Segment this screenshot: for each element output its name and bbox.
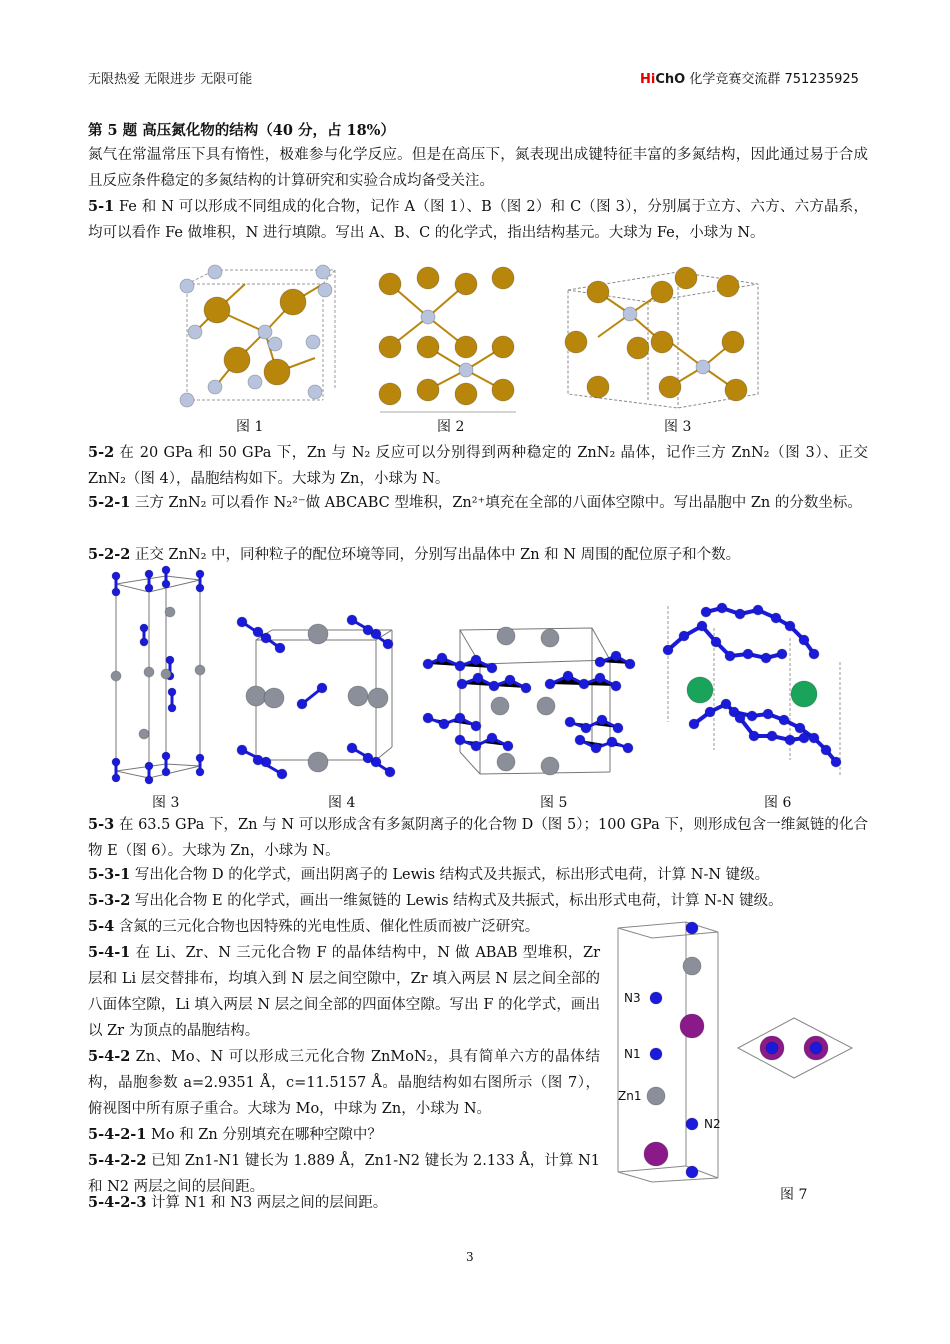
n-atom <box>763 709 773 719</box>
zn-atom <box>683 957 701 975</box>
n-atom <box>253 755 263 765</box>
q5-2-1-text: 三方 ZnN₂ 可以看作 N₂²⁻做 ABCABC 型堆积，Zn²⁺填充在全部的八面体空隙中。写出晶胞中 Zn 的分数坐标。 <box>130 495 862 511</box>
q5-4-2-num: 5-4-2 <box>88 1048 131 1065</box>
n-atom <box>771 613 781 623</box>
n-atom <box>545 679 555 689</box>
n-atom <box>747 711 757 721</box>
zn-atom <box>491 697 509 715</box>
zn-atom <box>541 757 559 775</box>
label-n3: N3 <box>624 991 641 1005</box>
q5-2-1 <box>88 490 868 516</box>
fe-atom <box>651 331 673 353</box>
fe-atom <box>627 337 649 359</box>
q5-4-1-text: 在 Li、Zr、N 三元化合物 F 的晶体结构中，N 做 ABAB 型堆积，Zr 层和 Li 层交替排布，均填入到 N 层之间空隙中，Zr 填入两层 N 层之间全部的八面体空隙，Li 填入两层 N 层之间全部的四面体空隙。写出 F 的化学式，画出以 Zr 为顶点的晶胞结构。 <box>88 945 600 1039</box>
figure-2-caption: 图 2 <box>437 419 465 435</box>
n-atom <box>457 679 467 689</box>
figure-5-caption: 图 5 <box>540 795 568 811</box>
n-atom <box>208 265 222 279</box>
header-brand <box>640 68 859 87</box>
n-atom <box>188 325 202 339</box>
n-atom <box>613 723 623 733</box>
n-atom <box>208 380 222 394</box>
n-atom <box>145 570 153 578</box>
n-atom <box>489 681 499 691</box>
brand-cho: ChO <box>655 72 686 87</box>
n-atom <box>611 681 621 691</box>
n-atom <box>686 1118 698 1130</box>
figure-1-caption: 图 1 <box>236 419 264 435</box>
n-atom <box>721 699 731 709</box>
fe-atom <box>659 376 681 398</box>
n-atom <box>237 745 247 755</box>
n-atom <box>795 723 805 733</box>
n-atom <box>597 715 607 725</box>
fe-atom <box>492 336 514 358</box>
fe-atom <box>280 289 306 315</box>
fe-atom <box>417 336 439 358</box>
n-atom <box>439 719 449 729</box>
q5-3-num: 5-3 <box>88 816 115 833</box>
n-atom <box>579 679 589 689</box>
n-atom <box>168 704 176 712</box>
q5-4-2-1-text: Mo 和 Zn 分别填充在哪种空隙中？ <box>146 1127 382 1143</box>
n-atom <box>162 768 170 776</box>
n-atom <box>473 673 483 683</box>
n-atom <box>437 653 447 663</box>
n-atom <box>347 615 357 625</box>
figure-3b-caption: 图 3 <box>152 795 180 811</box>
n-atom <box>297 699 307 709</box>
n-atom <box>308 385 322 399</box>
q5-2-num: 5-2 <box>88 444 115 461</box>
zn-atoms-fig6 <box>687 677 817 707</box>
n-atom <box>317 683 327 693</box>
fe-atoms-fig2 <box>379 267 514 405</box>
n-atom <box>196 754 204 762</box>
q5-4-2-text: Zn、Mo、N 可以形成三元化合物 ZnMoN₂，具有简单六方的晶体结构，晶胞参数 a=2.9351 Å，c=11.5157 Å。晶胞结构如右图所示（图 7），俯视图中所有原子重合。大球为 Mo，中球为 Zn，小球为 N。 <box>88 1049 600 1117</box>
n-atom <box>766 1042 778 1054</box>
n-atom <box>563 671 573 681</box>
n-atom <box>705 707 715 717</box>
page-number: 3 <box>466 1250 474 1264</box>
figure-3-fe <box>558 262 770 412</box>
q5-2-text: 在 20 GPa 和 50 GPa 下，Zn 与 N₂ 反应可以分别得到两种稳定的 ZnN₂ 晶体，记作三方 ZnN₂（图 3）、正交 ZnN₂（图 4），晶胞结构如下。大球为 Zn，小球为 N。 <box>88 445 868 487</box>
n-atom <box>162 566 170 574</box>
q5-2 <box>88 440 868 492</box>
zn-atom <box>111 671 121 681</box>
zn-atom <box>139 729 149 739</box>
n-atom <box>595 657 605 667</box>
fe-atom <box>379 383 401 405</box>
q5-3-2 <box>88 888 868 914</box>
n-atom <box>140 624 148 632</box>
n-atom <box>777 649 787 659</box>
n-atom <box>505 675 515 685</box>
figure-5 <box>420 622 640 782</box>
n-atom <box>623 743 633 753</box>
n-atom <box>779 715 789 725</box>
n-atom <box>735 713 745 723</box>
n-atom <box>611 651 621 661</box>
fe-atom <box>725 379 747 401</box>
figure-3-znn2 <box>104 566 214 782</box>
n-atom <box>663 645 673 655</box>
q5-4-2-3 <box>88 1190 600 1216</box>
n-atom <box>753 605 763 615</box>
fe-atom <box>379 336 401 358</box>
q5-2-2-text: 正交 ZnN₂ 中，同种粒子的配位环境等同，分别写出晶体中 Zn 和 N 周围的配位原子和个数。 <box>130 547 741 563</box>
n-atom <box>423 713 433 723</box>
fe-atom <box>722 331 744 353</box>
n-atom <box>459 363 473 377</box>
n-atom <box>145 584 153 592</box>
q5-3-1 <box>88 862 868 888</box>
q5-4 <box>88 914 608 940</box>
zn-atom <box>144 667 154 677</box>
n-atom <box>503 741 513 751</box>
zn-atom <box>368 688 388 708</box>
fe-atom <box>264 359 290 385</box>
n-atom <box>809 733 819 743</box>
n-atoms-fig1 <box>180 265 332 407</box>
n-atom <box>166 656 174 664</box>
zn-atoms-fig3b <box>111 607 205 739</box>
q5-4-2 <box>88 1044 600 1122</box>
n-atom <box>625 659 635 669</box>
fe-atoms-fig1 <box>204 289 306 385</box>
zn-atom <box>308 752 328 772</box>
n-atom <box>717 603 727 613</box>
zn-atom <box>791 681 817 707</box>
q5-1 <box>88 194 868 246</box>
n-atom <box>180 393 194 407</box>
zn-atom <box>165 607 175 617</box>
zn-atoms-fig5 <box>491 627 559 775</box>
n-atom <box>471 655 481 665</box>
n-atom <box>623 307 637 321</box>
n-atom <box>595 673 605 683</box>
mo-atom <box>644 1142 668 1166</box>
n-atom <box>277 769 287 779</box>
q5-3-1-text: 写出化合物 D 的化学式，画出阴离子的 Lewis 结构式及共振式，标出形式电荷，计算 N-N 键级。 <box>130 867 770 883</box>
n-atom <box>565 717 575 727</box>
n-atom <box>761 653 771 663</box>
n-atom <box>809 649 819 659</box>
figure-7 <box>612 920 862 1190</box>
n-atom <box>679 631 689 641</box>
figure-2 <box>378 262 518 414</box>
n-atom <box>268 337 282 351</box>
q5-4-text: 含氮的三元化合物也因特殊的光电性质、催化性质而被广泛研究。 <box>114 919 540 935</box>
q5-2-2-num: 5-2-2 <box>88 546 131 563</box>
n-atom <box>140 638 148 646</box>
n-atom <box>785 621 795 631</box>
n-atom <box>196 570 204 578</box>
fe-atom <box>417 379 439 401</box>
n-atom <box>767 731 777 741</box>
zn-atom <box>497 753 515 771</box>
fe-atom <box>717 275 739 297</box>
n-atom <box>696 360 710 374</box>
q5-4-2-3-num: 5-4-2-3 <box>88 1194 147 1211</box>
n-atom <box>521 683 531 693</box>
zn-atom <box>541 629 559 647</box>
brand-hi: Hi <box>640 72 656 87</box>
figure-3-caption: 图 3 <box>664 419 692 435</box>
q5-4-1 <box>88 940 600 1044</box>
n-atom <box>385 767 395 777</box>
n-atoms-fig3b <box>112 566 204 784</box>
zn-atom <box>264 688 284 708</box>
n-atom <box>686 1166 698 1178</box>
q5-4-num: 5-4 <box>88 918 115 935</box>
zn-atom <box>497 627 515 645</box>
q5-1-num: 5-1 <box>88 198 115 215</box>
n-atom <box>686 922 698 934</box>
label-n2: N2 <box>704 1117 721 1131</box>
label-n1: N1 <box>624 1047 641 1061</box>
figure-6 <box>654 600 854 784</box>
n-atom <box>306 335 320 349</box>
n-atom <box>810 1042 822 1054</box>
n-atom <box>196 584 204 592</box>
question-title: 第 5 题 高压氮化物的结构（40 分，占 18%） <box>88 122 395 139</box>
n-atom <box>383 639 393 649</box>
fe-atom <box>204 297 230 323</box>
n-atom <box>650 1048 662 1060</box>
zn-atom <box>348 686 368 706</box>
n-atom <box>471 741 481 751</box>
zn-atom <box>308 624 328 644</box>
zn-atom <box>647 1087 665 1105</box>
n-atom <box>785 735 795 745</box>
n-atom <box>650 992 662 1004</box>
n-atom <box>112 758 120 766</box>
n-atom <box>735 609 745 619</box>
n-atom <box>318 283 332 297</box>
fe-atom <box>565 331 587 353</box>
zn-atom <box>246 686 266 706</box>
fe-atom <box>675 267 697 289</box>
n-atom <box>581 723 591 733</box>
fe-atom <box>651 281 673 303</box>
q5-3-1-num: 5-3-1 <box>88 866 131 883</box>
fe-atom <box>492 379 514 401</box>
q5-3-2-text: 写出化合物 E 的化学式，画出一维氮链的 Lewis 结构式及共振式，标出形式电荷，计算 N-N 键级。 <box>130 893 783 909</box>
n-atom <box>421 310 435 324</box>
n-atom <box>112 774 120 782</box>
n-atom <box>258 325 272 339</box>
n-atom <box>275 643 285 653</box>
n-atom <box>196 768 204 776</box>
n-atom <box>799 733 809 743</box>
n-atom <box>112 588 120 596</box>
fe-atom <box>492 267 514 289</box>
n-atom <box>487 733 497 743</box>
fe-atom <box>455 336 477 358</box>
label-zn1: Zn1 <box>618 1089 642 1103</box>
n-atom <box>347 743 357 753</box>
top-view-atoms <box>760 1036 828 1060</box>
n-atom <box>711 637 721 647</box>
zn-atom <box>161 669 171 679</box>
n-atom <box>689 719 699 729</box>
fe-atom <box>224 347 250 373</box>
n-atom <box>423 659 433 669</box>
zn-atom <box>195 665 205 675</box>
n-atom <box>112 572 120 580</box>
figure-4-caption: 图 4 <box>328 795 356 811</box>
n-atom <box>471 721 481 731</box>
n-atom <box>168 688 176 696</box>
figure-6-caption: 图 6 <box>764 795 792 811</box>
n-atom <box>455 661 465 671</box>
q5-4-2-2-num: 5-4-2-2 <box>88 1152 147 1169</box>
n-atom <box>363 625 373 635</box>
n-atom <box>237 617 247 627</box>
q5-4-1-num: 5-4-1 <box>88 944 131 961</box>
q5-4-2-1 <box>88 1122 600 1148</box>
q5-4-2-1-num: 5-4-2-1 <box>88 1126 147 1143</box>
n-atom <box>487 663 497 673</box>
n-atom <box>455 713 465 723</box>
n-atom <box>162 580 170 588</box>
fe-atom <box>455 383 477 405</box>
mo-atom <box>680 1014 704 1038</box>
fe-atoms-fig3 <box>565 267 747 401</box>
question-intro: 氮气在常温常压下具有惰性，极难参与化学反应。但是在高压下，氮表现出成键特征丰富的多氮结构，因此通过易于合成且反应条件稳定的多氮结构的计算研究和实验合成均备受关注。 <box>88 147 868 189</box>
brand-group: 化学竞赛交流群 751235925 <box>685 72 859 87</box>
fe-atom <box>587 281 609 303</box>
n-atom <box>248 375 262 389</box>
n-atom <box>316 265 330 279</box>
n-atom <box>145 776 153 784</box>
n-atom <box>725 651 735 661</box>
n-atom <box>162 752 170 760</box>
n-atom <box>821 745 831 755</box>
figure-7-caption: 图 7 <box>780 1187 808 1203</box>
n-atom <box>253 627 263 637</box>
n-atom <box>831 757 841 767</box>
figure-1 <box>175 262 345 412</box>
q5-4-2-3-text: 计算 N1 和 N3 两层之间的层间距。 <box>146 1195 388 1211</box>
n-atom <box>701 607 711 617</box>
q5-4-2-2-text: 已知 Zn1-N1 键长为 1.889 Å，Zn1-N2 键长为 2.133 Å，计算 N1 和 N2 两层之间的层间距。 <box>88 1153 600 1195</box>
q5-2-2 <box>88 542 868 568</box>
n-atom <box>607 737 617 747</box>
fe-atom <box>587 376 609 398</box>
header-motto: 无限热爱 无限进步 无限可能 <box>88 72 253 87</box>
n-atom <box>363 753 373 763</box>
fe-atom <box>455 273 477 295</box>
n-atom <box>591 743 601 753</box>
zn-atoms-fig4 <box>246 624 388 772</box>
q5-3 <box>88 812 868 864</box>
fe-atom <box>379 273 401 295</box>
fe-atom <box>417 267 439 289</box>
n-atom <box>749 731 759 741</box>
n-atom <box>180 279 194 293</box>
figure-4 <box>236 612 406 782</box>
q5-3-2-num: 5-3-2 <box>88 892 131 909</box>
n-atom <box>145 762 153 770</box>
n-atoms-fig5 <box>423 651 635 753</box>
n-atom <box>575 735 585 745</box>
q5-3-text: 在 63.5 GPa 下，Zn 与 N 可以形成含有多氮阴离子的化合物 D（图 5）；100 GPa 下，则形成包含一维氮链的化合物 E（图 6）。大球为 Zn，小球为 N。 <box>88 817 868 859</box>
zn-atom <box>537 697 555 715</box>
n-atom <box>743 649 753 659</box>
q5-2-1-num: 5-2-1 <box>88 494 131 511</box>
zn-atom <box>687 677 713 703</box>
q5-1-text: Fe 和 N 可以形成不同组成的化合物，记作 A（图 1）、B（图 2）和 C（图 3），分别属于立方、六方、六方晶系，均可以看作 Fe 做堆积，N 进行填隙。写出 A、B、C 的化学式，指出结构基元。大球为 Fe，小球为 N。 <box>88 199 868 241</box>
n-atom <box>697 621 707 631</box>
n-atom <box>799 635 809 645</box>
n-atom <box>455 735 465 745</box>
